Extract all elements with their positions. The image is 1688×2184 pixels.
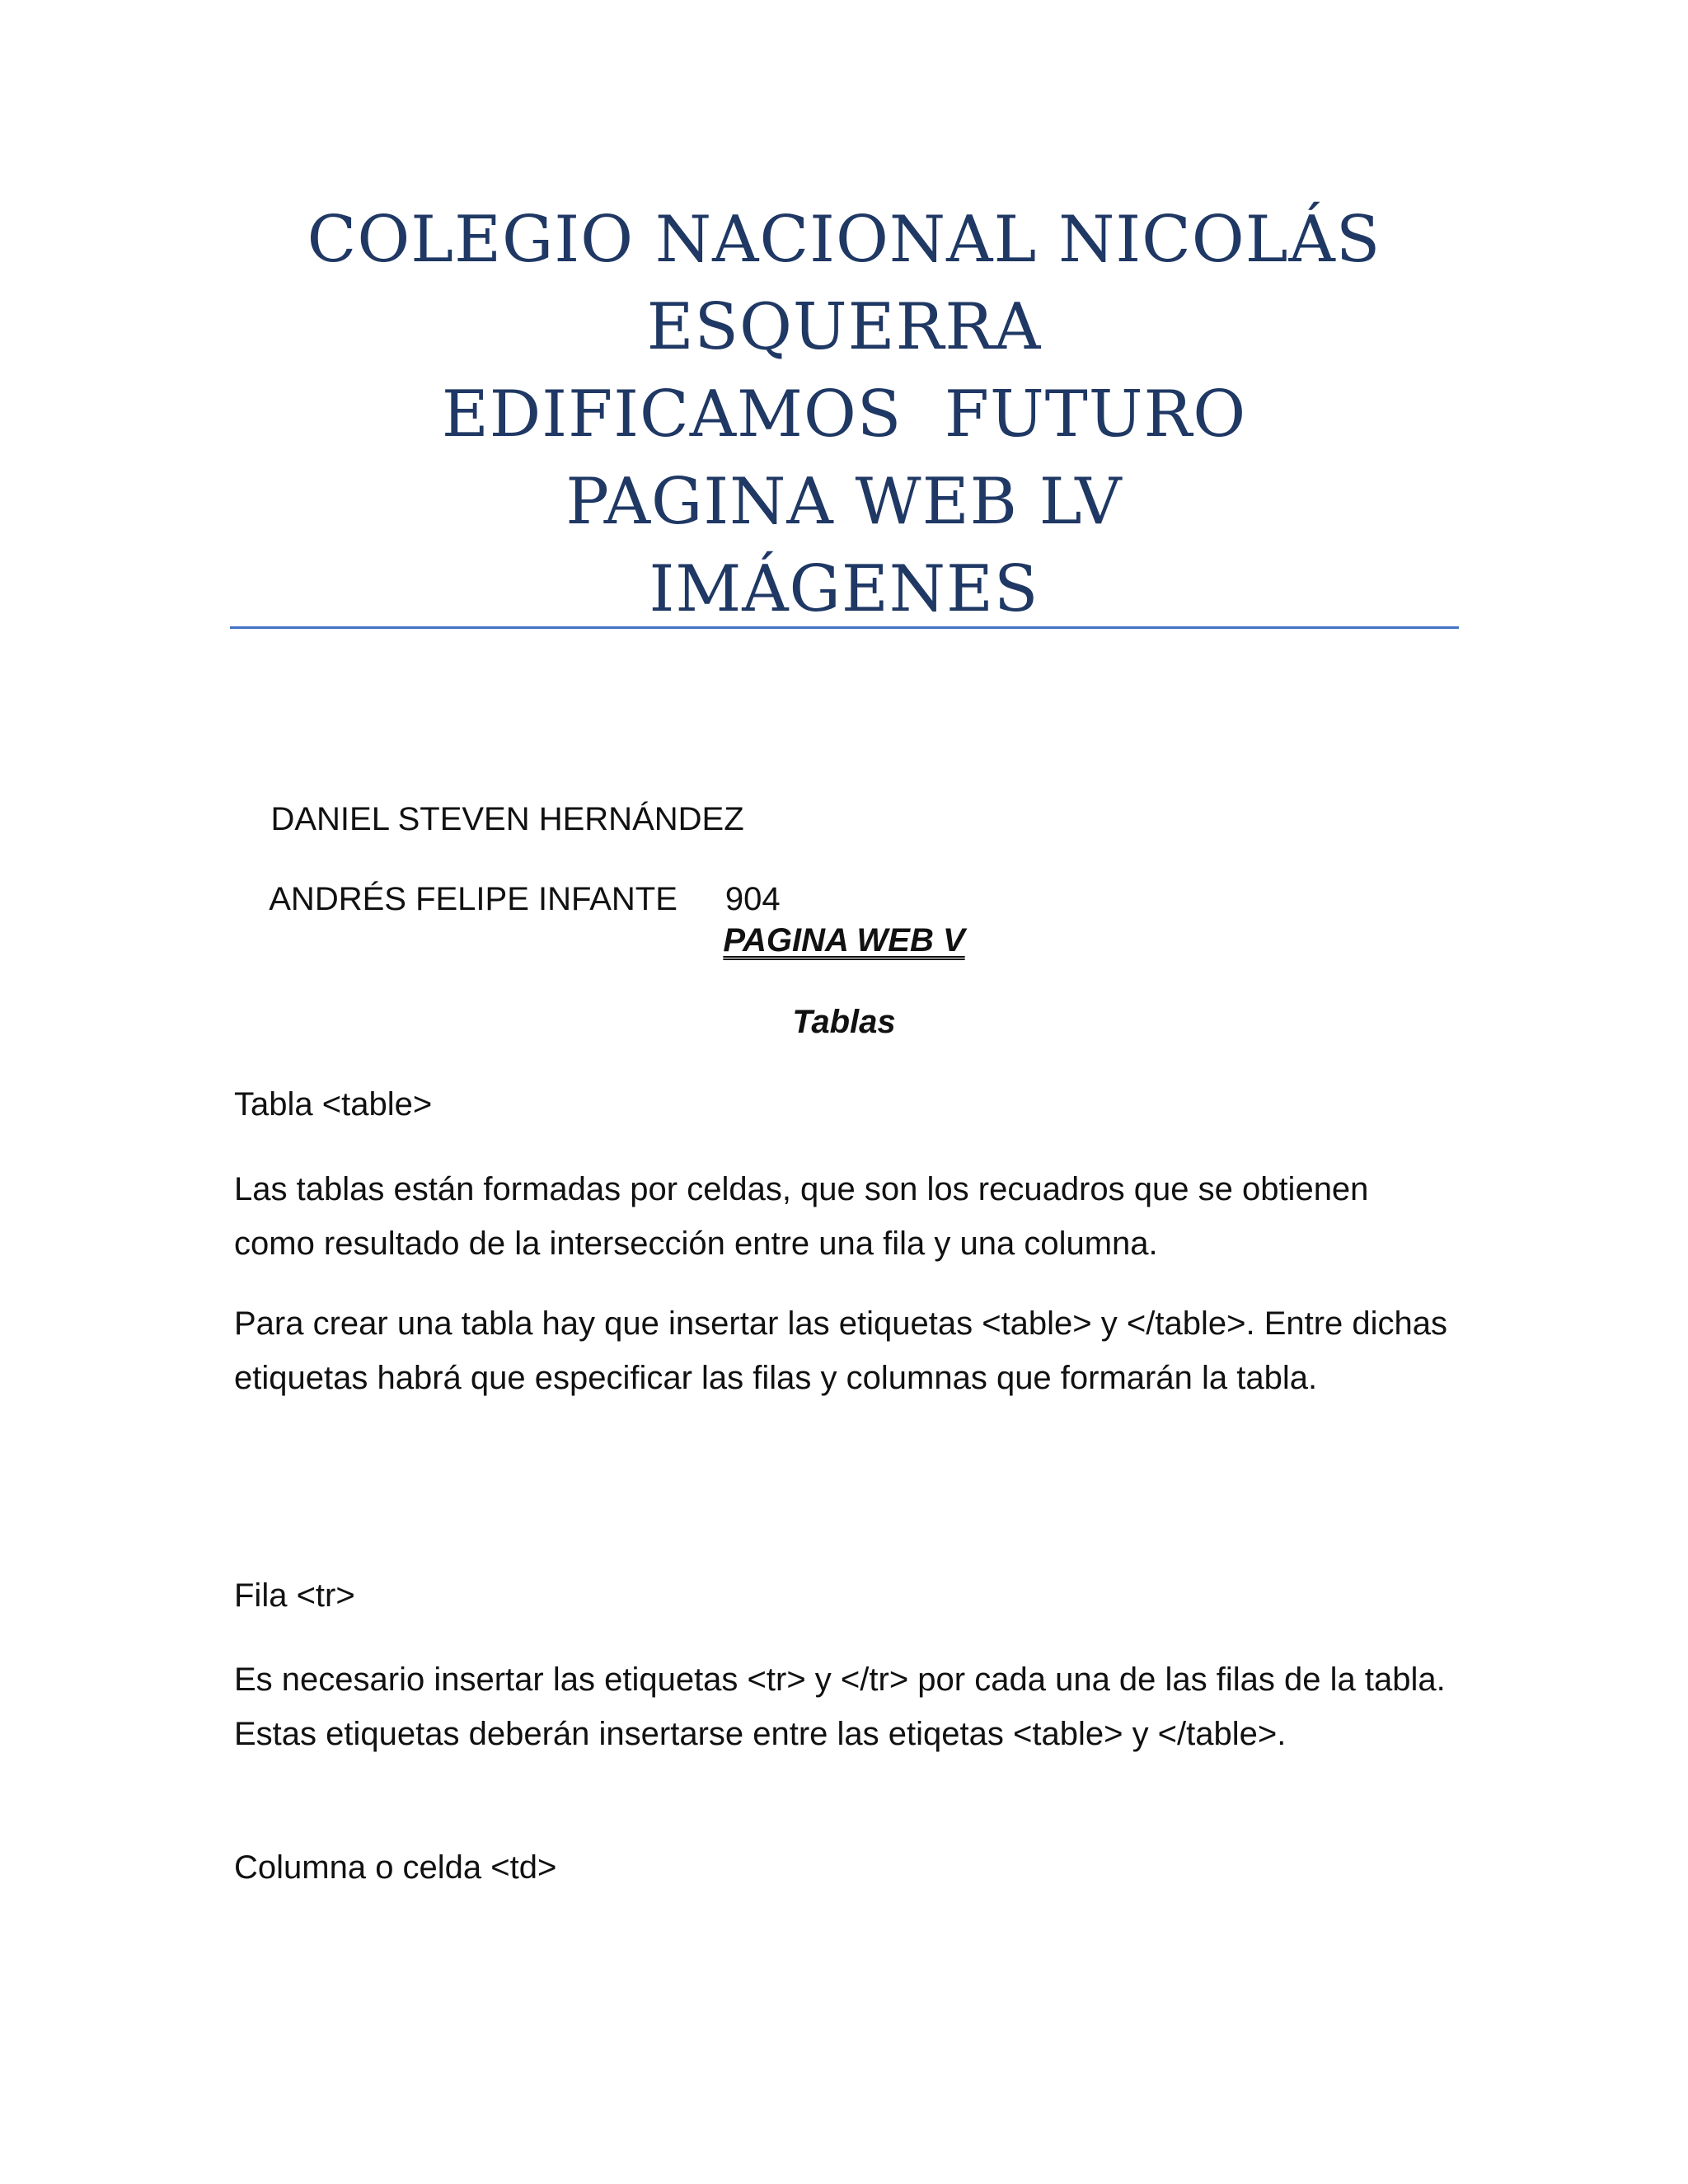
topic-heading bbox=[234, 1001, 1454, 1043]
cell-tag-label: Columna o celda <td> bbox=[234, 1849, 557, 1886]
title-line-topic: IMÁGENES bbox=[649, 552, 1039, 626]
document-title bbox=[231, 196, 1457, 633]
row-tag-label: Fila <tr> bbox=[234, 1577, 355, 1614]
document-subtitle bbox=[234, 920, 1454, 961]
table-paragraph-1: Las tablas están formadas por celdas, que son los recuadros que se obtienen como resultado de la intersección entre una fila y una columna. bbox=[234, 1171, 1369, 1262]
title-divider bbox=[230, 626, 1459, 629]
author-name-2: ANDRÉS FELIPE INFANTE bbox=[269, 881, 678, 917]
title-line-page: PAGINA WEB LV bbox=[565, 465, 1123, 539]
title-line-motto: EDIFICAMOS FUTURO bbox=[441, 377, 1247, 452]
topic-text: Tablas bbox=[792, 1004, 896, 1040]
table-tag-label: Tabla <table> bbox=[234, 1086, 433, 1122]
title-line-school: COLEGIO NACIONAL NICOLÁS bbox=[307, 203, 1381, 277]
subtitle-text: PAGINA WEB V bbox=[723, 922, 965, 958]
table-paragraph-2: Para crear una tabla hay que insertar las etiquetas <table> y </table>. Entre dichas etiquetas habrá que especificar las filas y columnas que formarán la tabla. bbox=[234, 1305, 1448, 1396]
group-number: 904 bbox=[724, 881, 781, 917]
author-name-1: DANIEL STEVEN HERNÁNDEZ bbox=[270, 801, 744, 837]
row-paragraph: Es necesario insertar las etiquetas <tr> y </tr> por cada una de las filas de la tabla. Estas etiquetas deberán insertarse entre las etiqetas <table> y </table>. bbox=[234, 1661, 1446, 1752]
title-line-school-cont: ESQUERRA bbox=[646, 290, 1042, 364]
